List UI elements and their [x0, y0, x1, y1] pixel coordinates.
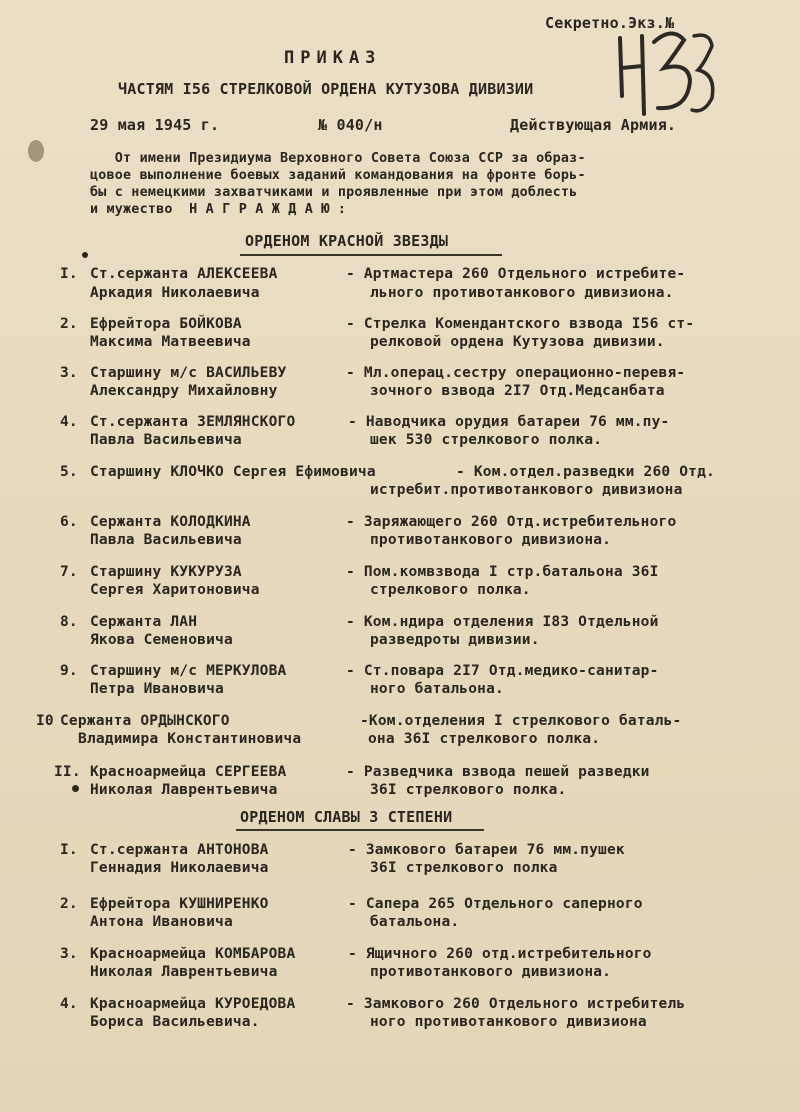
item-number: I. [60, 266, 78, 282]
item-role-line2: разведроты дивизии. [370, 632, 540, 648]
item-name-line1: Красноармейца КОМБАРОВА [90, 946, 296, 962]
section-title-glory: ОРДЕНОМ СЛАВЫ 3 СТЕПЕНИ [240, 808, 453, 826]
item-name-line2: Павла Васильевича [90, 432, 242, 448]
item-number: I. [60, 842, 78, 858]
item-role-line1: - Артмастера 260 Отдельного истребите- [346, 266, 686, 282]
item-number: 6. [60, 514, 78, 530]
item-number: 8. [60, 614, 78, 630]
item-role-line2: стрелкового полка. [370, 582, 531, 598]
item-name-line2: Владимира Константиновича [78, 731, 302, 747]
item-name-line2: Максима Матвеевича [90, 334, 251, 350]
item-role-line2: льного противотанкового дивизиона. [370, 285, 674, 301]
item-name-line1: Ст.сержанта АНТОНОВА [90, 842, 269, 858]
item-name-line1: Ефрейтора БОЙКОВА [90, 316, 242, 332]
item-number: 3. [60, 946, 78, 962]
item-role-line1: - Ящичного 260 отд.истребительного [348, 946, 652, 962]
item-name-line2: Николая Лаврентьевича [90, 964, 278, 980]
item-name-line2: Антона Ивановича [90, 914, 233, 930]
item-number: 4. [60, 414, 78, 430]
item-role-line1: - Заряжающего 260 Отд.истребительного [346, 514, 677, 530]
item-name-line2: Петра Ивановича [90, 681, 224, 697]
order-subtitle: ЧАСТЯМ I56 СТРЕЛКОВОЙ ОРДЕНА КУТУЗОВА ДИВИЗИИ [118, 80, 534, 98]
item-role-line2: релковой ордена Кутузова дивизии. [370, 334, 665, 350]
item-name-line1: Старшину КУКУРУЗА [90, 564, 242, 580]
item-name-line1: Сержанта КОЛОДКИНА [90, 514, 251, 530]
punch-hole [28, 140, 44, 162]
item-number: 5. [60, 464, 78, 480]
item-role-line1: - Наводчика орудия батареи 76 мм.пу- [348, 414, 670, 430]
item-name-line1: Ст.сержанта ЗЕМЛЯНСКОГО [90, 414, 296, 430]
intro-paragraph: От имени Президиума Верховного Совета Союза ССР за образ- цовое выполнение боевых заданий командования на фронте борь- бы с немецкими захватчиками и проявленные при этом доблесть и мужество Н А Г Р А Ж Д А Ю : [90, 151, 586, 217]
item-name-line2: Геннадия Николаевича [90, 860, 269, 876]
item-number: 4. [60, 996, 78, 1012]
item-role-line2: зочного взвода 2I7 Отд.Медсанбата [370, 383, 665, 399]
item-name-line2: Николая Лаврентьевича [90, 782, 278, 798]
item-name-line1: Сержанта ЛАН [90, 614, 198, 630]
item-role-line1: -Ком.отделения I стрелкового баталь- [360, 713, 682, 729]
item-role-line1: - Сапера 265 Отдельного саперного [348, 896, 643, 912]
item-name-line1: Красноармейца КУРОЕДОВА [90, 996, 296, 1012]
ink-spot [82, 252, 88, 258]
item-name-line2: Аркадия Николаевича [90, 285, 260, 301]
item-number: 2. [60, 316, 78, 332]
item-name-line1: Ст.сержанта АЛЕКСЕЕВА [90, 266, 278, 282]
item-role-line2: 36I стрелкового полка. [370, 782, 567, 798]
item-role-line1: - Разведчика взвода пешей разведки [346, 764, 650, 780]
order-number: № 040/н [318, 116, 383, 134]
order-title: ПРИКАЗ [284, 48, 382, 68]
item-role-line1: - Замкового батареи 76 мм.пушек [348, 842, 625, 858]
item-role-line1: - Мл.операц.сестру операционно-перевя- [346, 365, 686, 381]
ink-spot [72, 785, 79, 792]
item-name-line1: Старшину м/с ВАСИЛЬЕВУ [90, 365, 287, 381]
item-name-line1: Старшину м/с МЕРКУЛОВА [90, 663, 287, 679]
item-role-line2: ного противотанкового дивизиона [370, 1014, 647, 1030]
item-role-line1: - Замкового 260 Отдельного истребитель [346, 996, 686, 1012]
item-name-line2: Якова Семеновича [90, 632, 233, 648]
item-number: 2. [60, 896, 78, 912]
item-role-line2: противотанкового дивизиона. [370, 532, 612, 548]
item-number: 3. [60, 365, 78, 381]
secret-stamp: Секретно.Экз.№ [545, 14, 675, 32]
handwritten-number [612, 18, 722, 118]
item-name-line1: Ефрейтора КУШНИРЕНКО [90, 896, 269, 912]
item-role-line2: она 36I стрелкового полка. [368, 731, 601, 747]
item-role-line1: - Ком.отдел.разведки 260 Отд. [456, 464, 715, 480]
item-name-line1: Старшину КЛОЧКО Сергея Ефимовича [90, 464, 376, 480]
item-number: 9. [60, 663, 78, 679]
item-number: I0 [36, 713, 54, 729]
order-date: 29 мая 1945 г. [90, 116, 220, 134]
item-role-line2: батальона. [370, 914, 460, 930]
section-underline [236, 829, 484, 831]
item-role-line2: 36I стрелкового полка [370, 860, 558, 876]
item-role-line1: - Ком.ндира отделения I83 Отдельной [346, 614, 659, 630]
item-name-line2: Александру Михайловну [90, 383, 278, 399]
item-name-line1: Красноармейца СЕРГЕЕВА [90, 764, 287, 780]
item-role-line1: - Стрелка Комендантского взвода I56 ст- [346, 316, 695, 332]
item-role-line1: - Пом.комвзвода I стр.батальона 36I [346, 564, 659, 580]
item-role-line2: истребит.противотанкового дивизиона [370, 482, 683, 498]
item-role-line1: - Ст.повара 2I7 Отд.медико-санитар- [346, 663, 659, 679]
section-underline [240, 254, 502, 256]
army-label: Действующая Армия. [510, 116, 677, 134]
item-role-line2: ного батальона. [370, 681, 504, 697]
section-title-red-star: ОРДЕНОМ КРАСНОЙ ЗВЕЗДЫ [245, 232, 449, 250]
item-role-line2: противотанкового дивизиона. [370, 964, 612, 980]
item-number: II. [54, 764, 81, 780]
item-name-line1: Сержанта ОРДЫНСКОГО [60, 713, 230, 729]
item-name-line2: Сергея Харитоновича [90, 582, 260, 598]
item-name-line2: Павла Васильевича [90, 532, 242, 548]
item-role-line2: шек 530 стрелкового полка. [370, 432, 603, 448]
item-name-line2: Бориса Васильевича. [90, 1014, 260, 1030]
item-number: 7. [60, 564, 78, 580]
